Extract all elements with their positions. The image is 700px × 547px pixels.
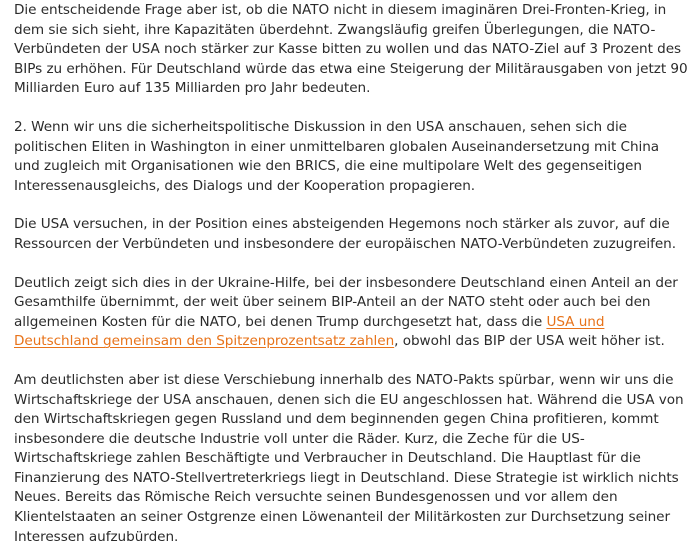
paragraph-text-after-link: , obwohl das BIP der USA weit höher ist. xyxy=(394,333,665,350)
paragraph-us-security-debate: 2. Wenn wir uns die sicherheitspolitische Diskussion in den USA anschauen, sehen sich die politischen Eliten in Washington in einer unmittelbaren globalen Auseinandersetzung mit China und zugleich mit Organisationen wie den BRICS, die eine multipolare Welt des gegenseitigen Interessenausgleichs, des Dialogs und der Kooperation propagieren. xyxy=(14,118,660,194)
paragraph-economic-wars: Am deutlichsten aber ist diese Verschiebung innerhalb des NATO-Pakts spürbar, wenn wir uns die Wirtschaftskriege der USA anschauen, denen sich die EU angeschlossen hat. Während die USA von den Wirtschaftskriegen gegen Russland und dem beginnenden gegen China profitieren, kommt insbesondere die deutsche Industrie voll unter die Räder. Kurz, die Zeche für die US-Wirtschaftskriege zahlen Beschäftigte und Verbraucher in Deutschland. Die Hauptlast für die Finanzierung des NATO-Stellvertreterkriegs liegt in Deutschland. Diese Strategie ist wirklich nichts Neues. Bereits das Römische Reich versuchte seinen Bundesgenossen und vor allem den Klientelstaaten an seiner Ostgrenze einen Löwenanteil der Militärkosten zur Durchsetzung seiner Interessen aufzubürden. xyxy=(14,371,684,545)
paragraph-text-before-link: Deutlich zeigt sich dies in der Ukraine-Hilfe, bei der insbesondere Deutschland einen Anteil an der Gesamthilfe übernimmt, der weit über seinem BIP-Anteil an der NATO steht oder auch bei den allgemeinen Kosten für die NATO, bei denen Trump durchgesetzt hat, dass die xyxy=(14,274,678,330)
paragraph-declining-hegemon: Die USA versuchen, in der Position eines absteigenden Hegemons noch stärker als zuvor, auf die Ressourcen der Verbündeten und insbesondere der europäischen NATO-Verbündeten zuzugreifen. xyxy=(14,216,676,252)
paragraph-ukraine-aid xyxy=(14,274,688,352)
paragraph-nato-capacity: Die entscheidende Frage aber ist, ob die NATO nicht in diesem imaginären Drei-Fronten-Krieg, in dem sie sich sieht, ihre Kapazitäten überdehnt. Zwangsläufig greifen Überlegungen, die NATO-Verbündeten der USA noch stärker zur Kasse bitten zu wollen und das NATO-Ziel auf 3 Prozent des BIPs zu erhöhen. Für Deutschland würde das etwa eine Steigerung der Militärausgaben von jetzt 90 Milliarden Euro auf 135 Milliarden pro Jahr bedeuten. xyxy=(14,2,688,97)
article-body xyxy=(0,1,700,547)
spitzenprozentsatz-link[interactable]: USA und Deutschland gemeinsam den Spitzenprozentsatz zahlen xyxy=(14,313,605,350)
